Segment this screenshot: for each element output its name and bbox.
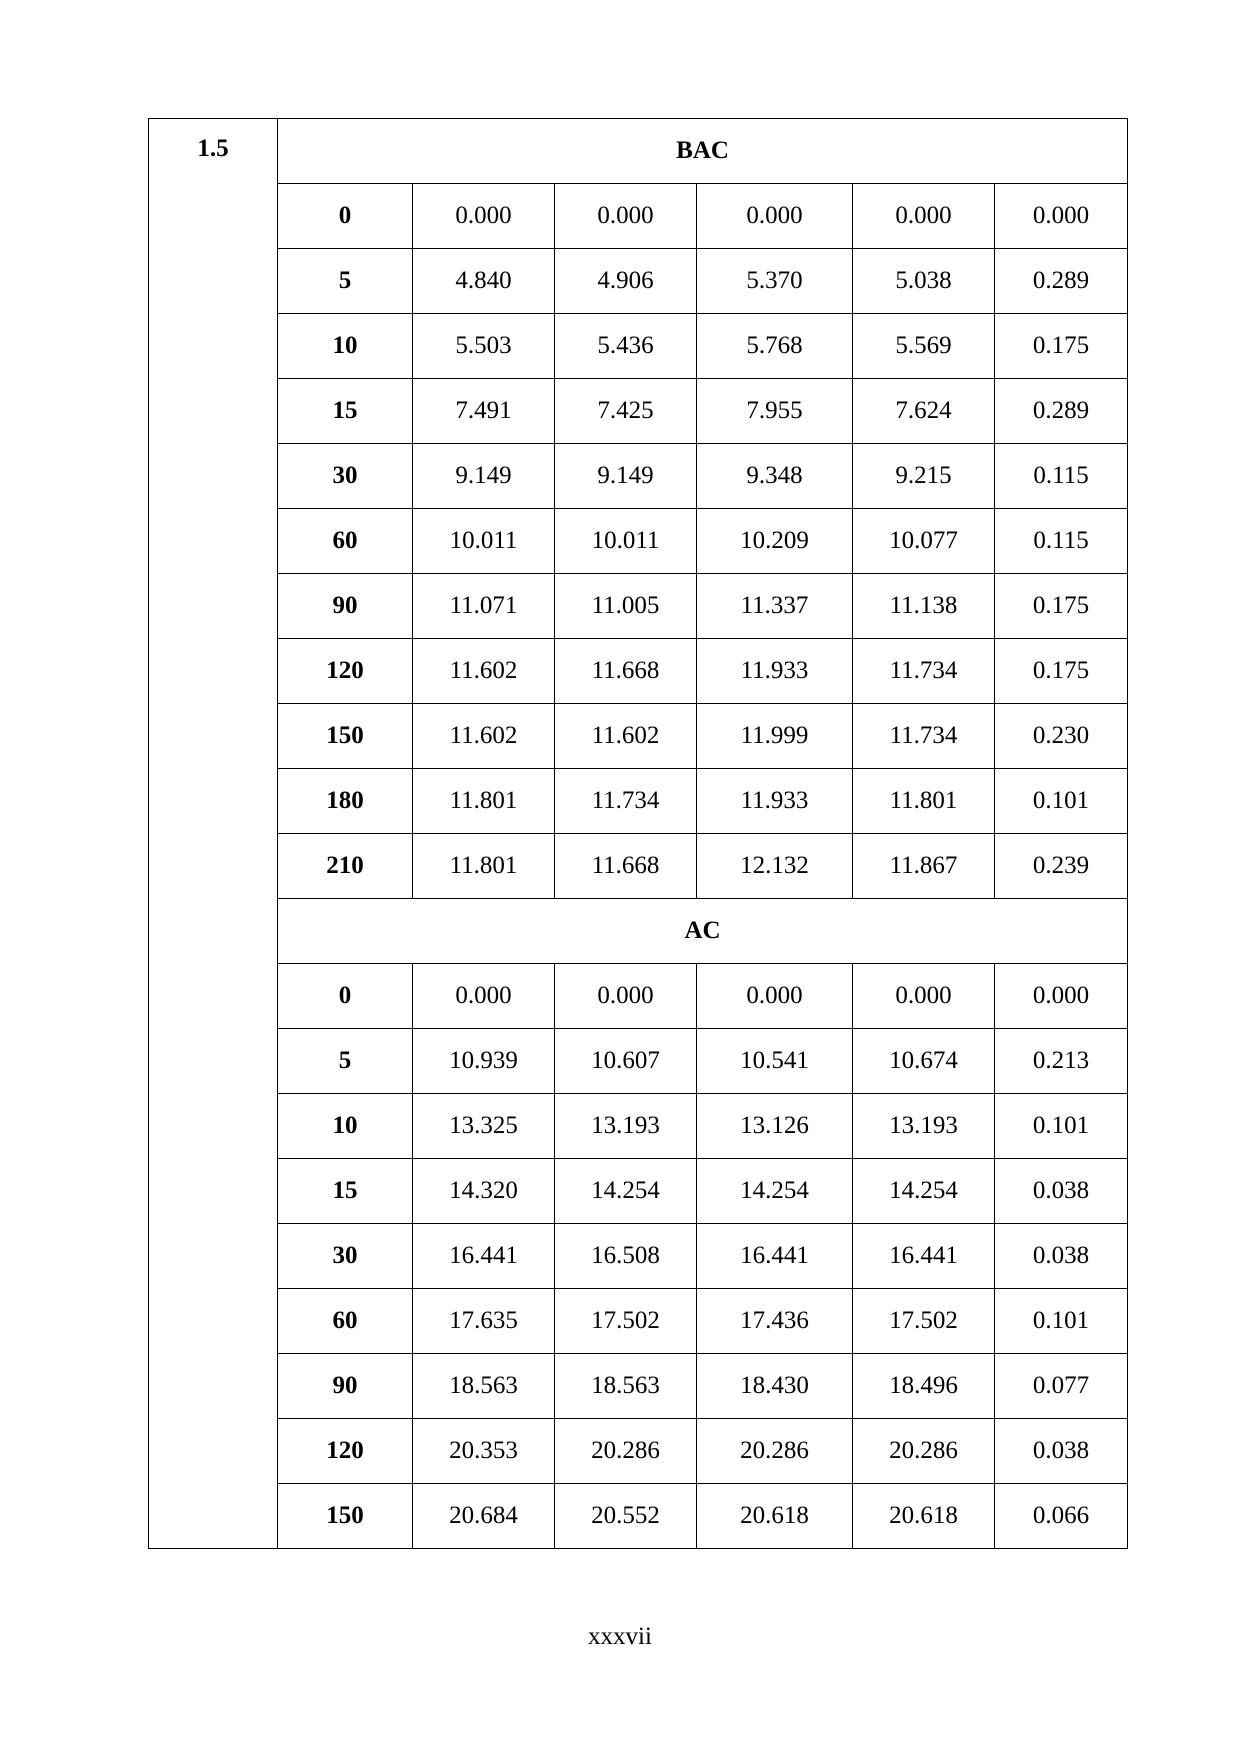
value-cell: 11.734 [853, 639, 995, 704]
value-cell: 11.668 [555, 834, 697, 899]
value-cell: 11.999 [697, 704, 853, 769]
value-cell: 13.325 [413, 1094, 555, 1159]
value-cell: 0.230 [995, 704, 1128, 769]
time-cell: 5 [278, 1029, 413, 1094]
time-cell: 150 [278, 704, 413, 769]
value-cell: 7.955 [697, 379, 853, 444]
value-cell: 17.502 [555, 1289, 697, 1354]
value-cell: 0.000 [995, 964, 1128, 1029]
value-cell: 18.496 [853, 1354, 995, 1419]
value-cell: 5.768 [697, 314, 853, 379]
time-cell: 5 [278, 249, 413, 314]
value-cell: 16.441 [853, 1224, 995, 1289]
value-cell: 20.684 [413, 1484, 555, 1549]
value-cell: 11.138 [853, 574, 995, 639]
time-cell: 0 [278, 184, 413, 249]
value-cell: 18.430 [697, 1354, 853, 1419]
time-cell: 90 [278, 574, 413, 639]
value-cell: 13.193 [853, 1094, 995, 1159]
value-cell: 0.289 [995, 379, 1128, 444]
table-row [149, 964, 1128, 1029]
value-cell: 18.563 [413, 1354, 555, 1419]
value-cell: 0.038 [995, 1224, 1128, 1289]
time-cell: 60 [278, 1289, 413, 1354]
value-cell: 13.193 [555, 1094, 697, 1159]
value-cell: 0.000 [853, 184, 995, 249]
section-header-row [149, 119, 1128, 184]
value-cell: 11.005 [555, 574, 697, 639]
value-cell: 16.441 [697, 1224, 853, 1289]
time-cell: 180 [278, 769, 413, 834]
value-cell: 0.115 [995, 509, 1128, 574]
value-cell: 0.000 [555, 964, 697, 1029]
value-cell: 10.939 [413, 1029, 555, 1094]
table-row [149, 1224, 1128, 1289]
time-cell: 15 [278, 1159, 413, 1224]
table-row [149, 1354, 1128, 1419]
value-cell: 5.038 [853, 249, 995, 314]
table-row [149, 184, 1128, 249]
value-cell: 0.101 [995, 1289, 1128, 1354]
value-cell: 5.569 [853, 314, 995, 379]
value-cell: 9.215 [853, 444, 995, 509]
value-cell: 11.734 [853, 704, 995, 769]
value-cell: 17.635 [413, 1289, 555, 1354]
value-cell: 4.906 [555, 249, 697, 314]
time-cell: 30 [278, 444, 413, 509]
value-cell: 20.286 [853, 1419, 995, 1484]
value-cell: 9.348 [697, 444, 853, 509]
value-cell: 0.000 [413, 184, 555, 249]
value-cell: 0.077 [995, 1354, 1128, 1419]
value-cell: 0.000 [413, 964, 555, 1029]
value-cell: 11.071 [413, 574, 555, 639]
page-number: xxxvii [588, 1623, 652, 1650]
value-cell: 11.933 [697, 639, 853, 704]
value-cell: 0.115 [995, 444, 1128, 509]
value-cell: 0.000 [555, 184, 697, 249]
value-cell: 12.132 [697, 834, 853, 899]
section-title: BAC [278, 119, 1128, 184]
value-cell: 0.000 [697, 964, 853, 1029]
table-row [149, 1029, 1128, 1094]
table-row [149, 834, 1128, 899]
value-cell: 17.502 [853, 1289, 995, 1354]
table-row [149, 509, 1128, 574]
value-cell: 14.254 [853, 1159, 995, 1224]
value-cell: 10.541 [697, 1029, 853, 1094]
value-cell: 11.867 [853, 834, 995, 899]
value-cell: 11.933 [697, 769, 853, 834]
value-cell: 0.101 [995, 769, 1128, 834]
value-cell: 10.209 [697, 509, 853, 574]
value-cell: 9.149 [555, 444, 697, 509]
value-cell: 0.038 [995, 1159, 1128, 1224]
time-cell: 210 [278, 834, 413, 899]
time-cell: 15 [278, 379, 413, 444]
value-cell: 0.066 [995, 1484, 1128, 1549]
time-cell: 10 [278, 314, 413, 379]
value-cell: 0.213 [995, 1029, 1128, 1094]
value-cell: 0.000 [853, 964, 995, 1029]
value-cell: 0.289 [995, 249, 1128, 314]
value-cell: 14.320 [413, 1159, 555, 1224]
value-cell: 0.101 [995, 1094, 1128, 1159]
value-cell: 14.254 [697, 1159, 853, 1224]
value-cell: 9.149 [413, 444, 555, 509]
value-cell: 20.286 [555, 1419, 697, 1484]
value-cell: 4.840 [413, 249, 555, 314]
time-cell: 30 [278, 1224, 413, 1289]
value-cell: 20.286 [697, 1419, 853, 1484]
table-row [149, 249, 1128, 314]
value-cell: 11.602 [555, 704, 697, 769]
table-row [149, 1094, 1128, 1159]
table-row [149, 1159, 1128, 1224]
value-cell: 20.618 [853, 1484, 995, 1549]
value-cell: 0.000 [995, 184, 1128, 249]
value-cell: 5.370 [697, 249, 853, 314]
value-cell: 10.674 [853, 1029, 995, 1094]
value-cell: 11.337 [697, 574, 853, 639]
time-cell: 10 [278, 1094, 413, 1159]
level-cell: 1.5 [149, 119, 278, 1549]
table-row [149, 574, 1128, 639]
value-cell: 0.175 [995, 314, 1128, 379]
value-cell: 7.624 [853, 379, 995, 444]
value-cell: 18.563 [555, 1354, 697, 1419]
table-row [149, 1289, 1128, 1354]
table-row [149, 639, 1128, 704]
value-cell: 10.011 [413, 509, 555, 574]
table-row [149, 1419, 1128, 1484]
value-cell: 0.000 [697, 184, 853, 249]
value-cell: 10.607 [555, 1029, 697, 1094]
value-cell: 11.734 [555, 769, 697, 834]
value-cell: 7.491 [413, 379, 555, 444]
value-cell: 13.126 [697, 1094, 853, 1159]
time-cell: 90 [278, 1354, 413, 1419]
table-row [149, 379, 1128, 444]
value-cell: 11.801 [853, 769, 995, 834]
value-cell: 7.425 [555, 379, 697, 444]
value-cell: 0.239 [995, 834, 1128, 899]
value-cell: 0.038 [995, 1419, 1128, 1484]
value-cell: 11.801 [413, 769, 555, 834]
time-cell: 60 [278, 509, 413, 574]
value-cell: 0.175 [995, 639, 1128, 704]
value-cell: 20.618 [697, 1484, 853, 1549]
value-cell: 16.508 [555, 1224, 697, 1289]
time-cell: 150 [278, 1484, 413, 1549]
value-cell: 11.602 [413, 704, 555, 769]
table-row [149, 1484, 1128, 1549]
value-cell: 10.077 [853, 509, 995, 574]
value-cell: 10.011 [555, 509, 697, 574]
table-row [149, 314, 1128, 379]
value-cell: 11.668 [555, 639, 697, 704]
time-cell: 120 [278, 639, 413, 704]
table-body [149, 119, 1128, 1549]
value-cell: 5.436 [555, 314, 697, 379]
value-cell: 11.602 [413, 639, 555, 704]
section-header-row [149, 899, 1128, 964]
table-row [149, 769, 1128, 834]
value-cell: 20.353 [413, 1419, 555, 1484]
value-cell: 16.441 [413, 1224, 555, 1289]
table-row [149, 704, 1128, 769]
time-cell: 120 [278, 1419, 413, 1484]
value-cell: 5.503 [413, 314, 555, 379]
time-cell: 0 [278, 964, 413, 1029]
table-row [149, 444, 1128, 509]
data-table [148, 118, 1128, 1549]
value-cell: 0.175 [995, 574, 1128, 639]
value-cell: 17.436 [697, 1289, 853, 1354]
section-title: AC [278, 899, 1128, 964]
value-cell: 11.801 [413, 834, 555, 899]
value-cell: 20.552 [555, 1484, 697, 1549]
value-cell: 14.254 [555, 1159, 697, 1224]
